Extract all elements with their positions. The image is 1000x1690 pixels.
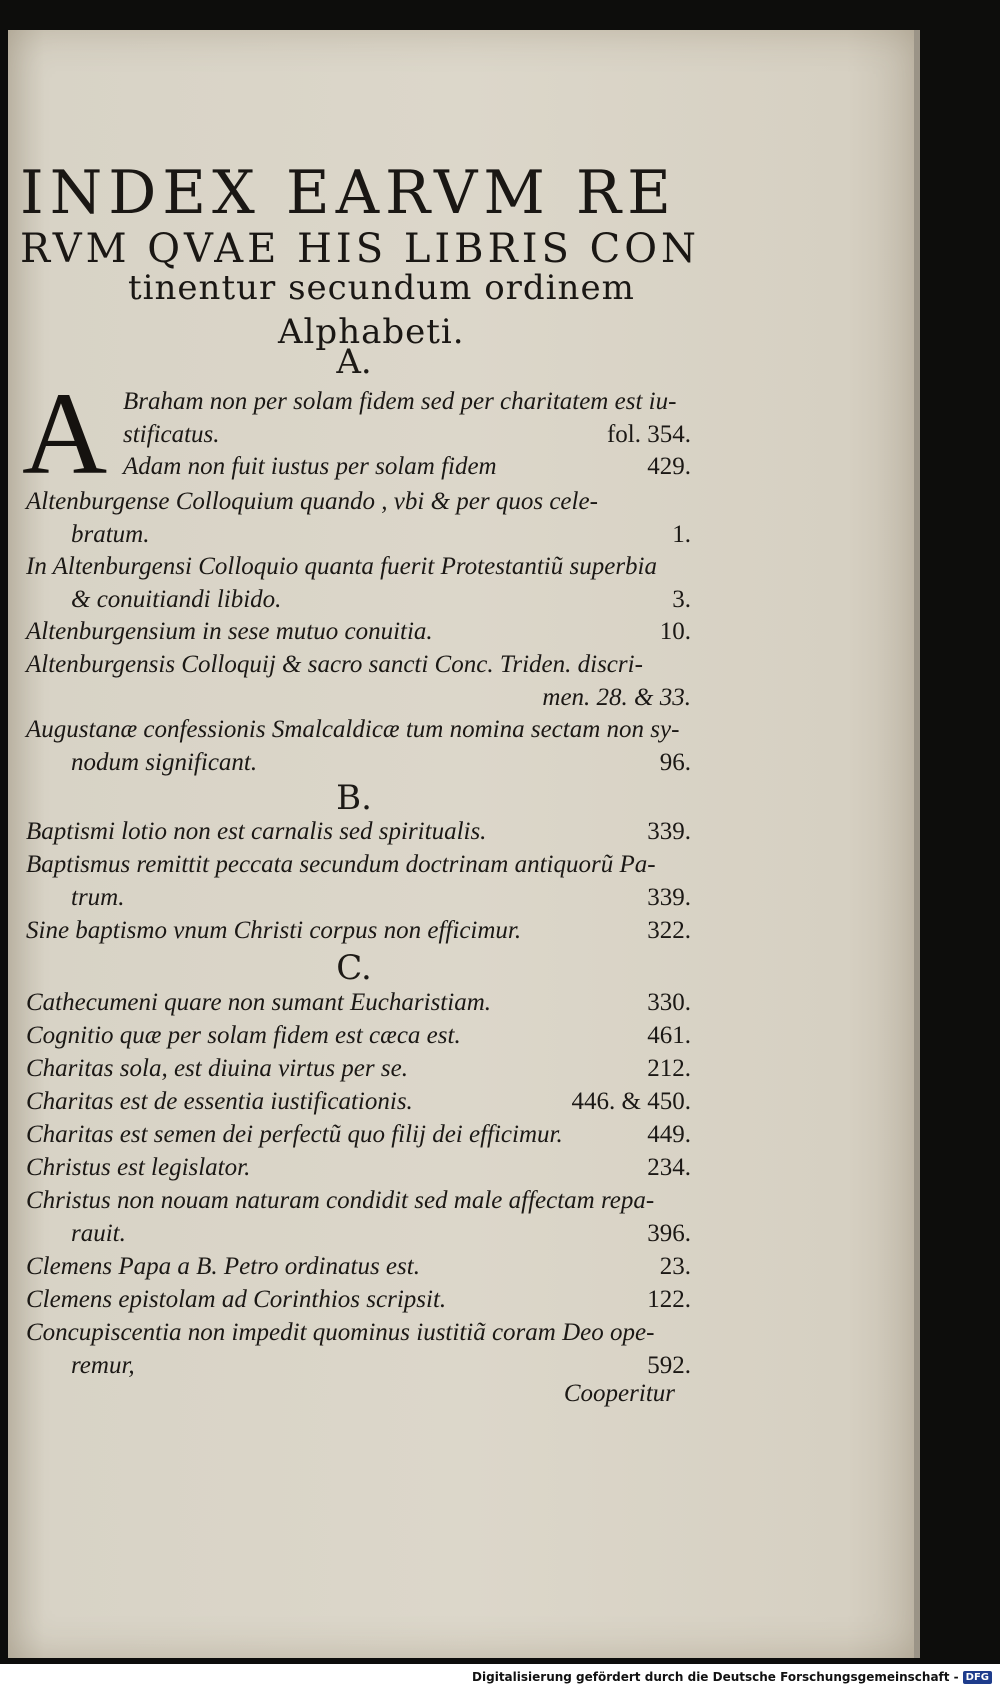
entry-text: Altenburgense Colloquium quando , vbi & per quos cele- [26, 488, 598, 515]
entry-page: 322. [647, 917, 691, 944]
footer-text: Digitalisierung gefördert durch die Deutsche Forschungsgemeinschaft - [472, 1670, 959, 1684]
section-heading-b: B. [336, 778, 372, 818]
entry-text: & conuitiandi libido. [71, 586, 282, 613]
entry-text: Concupiscentia non impedit quominus iustitiã coram Deo ope- [26, 1319, 655, 1346]
index-entry [26, 815, 691, 848]
entry-text: Clemens epistolam ad Corinthios scripsit. [26, 1286, 447, 1313]
entry-text: Charitas est de essentia iustificationis. [26, 1088, 413, 1115]
entry-text: Charitas est semen dei perfectũ quo filij dei efficimur. [26, 1121, 563, 1148]
index-entry [26, 1250, 691, 1283]
book-page [8, 30, 920, 1658]
entry-page: 461. [647, 1022, 691, 1049]
index-entry [26, 485, 691, 551]
index-entry [26, 848, 691, 914]
entry-page: 1. [672, 521, 691, 548]
entry-page: 446. & 450. [571, 1088, 691, 1115]
entry-text: Baptismus remittit peccata secundum doctrinam antiquorũ Pa- [26, 851, 656, 878]
index-entry [26, 1019, 691, 1052]
index-entry [26, 1085, 691, 1118]
index-entry [26, 1316, 691, 1382]
entry-text: Christus est legislator. [26, 1154, 251, 1181]
index-entry [26, 1184, 691, 1250]
index-entry [26, 1283, 691, 1316]
entry-page: 429. [647, 453, 691, 480]
entry-text: Christus non nouam naturam condidit sed male affectam repa- [26, 1187, 655, 1214]
index-entry [26, 914, 691, 947]
section-heading-a: A. [336, 342, 372, 382]
entry-text: Clemens Papa a B. Petro ordinatus est. [26, 1253, 420, 1280]
entry-page: 122. [647, 1286, 691, 1313]
entry-text: stificatus. [123, 421, 220, 448]
entry-text: trum. [71, 884, 125, 911]
entry-text: bratum. [71, 521, 150, 548]
index-entry [123, 385, 691, 451]
digitization-footer [0, 1664, 1000, 1690]
entry-page: 234. [647, 1154, 691, 1181]
index-entry [123, 450, 691, 483]
index-entry [26, 1151, 691, 1184]
entry-page: 3. [672, 586, 691, 613]
entry-text: men. 28. & 33. [542, 684, 691, 711]
entry-page: fol. 354. [606, 421, 691, 448]
entry-text: Baptismi lotio non est carnalis sed spiritualis. [26, 818, 487, 845]
index-entry [26, 1052, 691, 1085]
index-entry [26, 615, 691, 648]
entry-text: Altenburgensium in sese mutuo conuitia. [26, 618, 433, 645]
entry-page: 449. [647, 1121, 691, 1148]
entry-page: 339. [647, 818, 691, 845]
catchword: Cooperitur [563, 1380, 675, 1407]
title-line-1: INDEX EARVM RE [20, 158, 677, 228]
entry-page: 396. [647, 1220, 691, 1247]
index-entry [26, 648, 691, 714]
entry-text: Cognitio quæ per solam fidem est cæca est. [26, 1022, 461, 1049]
section-heading-c: C. [336, 948, 372, 988]
index-entry [26, 986, 691, 1019]
entry-text: Braham non per solam fidem sed per charitatem est iu- [123, 388, 677, 415]
initial-letter: A [22, 368, 108, 499]
index-entry [26, 713, 691, 779]
entry-text: Augustanæ confessionis Smalcaldicæ tum nomina sectam non sy- [26, 716, 680, 743]
entry-text: In Altenburgensi Colloquio quanta fuerit Protestantiũ superbia [26, 553, 658, 580]
entry-text: Sine baptismo vnum Christi corpus non efficimur. [26, 917, 522, 944]
title-line-2: RVM QVAE HIS LIBRIS CON [20, 226, 701, 272]
dfg-logo: DFG [963, 1671, 992, 1684]
entry-text: Altenburgensis Colloquij & sacro sancti Conc. Triden. discri- [26, 651, 643, 678]
entry-text: Cathecumeni quare non sumant Eucharistiam. [26, 989, 492, 1016]
entry-page: 330. [647, 989, 691, 1016]
entry-page: 10. [659, 618, 691, 645]
title-line-3: tinentur secundum ordinem [128, 268, 635, 308]
entry-text: Adam non fuit iustus per solam fidem [123, 453, 497, 480]
entry-text: Charitas sola, est diuina virtus per se. [26, 1055, 408, 1082]
page-content [8, 30, 920, 1658]
entry-page: 339. [647, 884, 691, 911]
entry-text: rauit. [71, 1220, 126, 1247]
entry-text: remur, [71, 1352, 135, 1379]
entry-page: 592. [647, 1352, 691, 1379]
entry-page: 96. [659, 749, 691, 776]
index-entry [26, 550, 691, 616]
entry-page: 212. [647, 1055, 691, 1082]
entry-page: 23. [659, 1253, 691, 1280]
entry-text: nodum significant. [71, 749, 258, 776]
title-line-4: Alphabeti. [278, 312, 465, 352]
index-entry [26, 1118, 691, 1151]
